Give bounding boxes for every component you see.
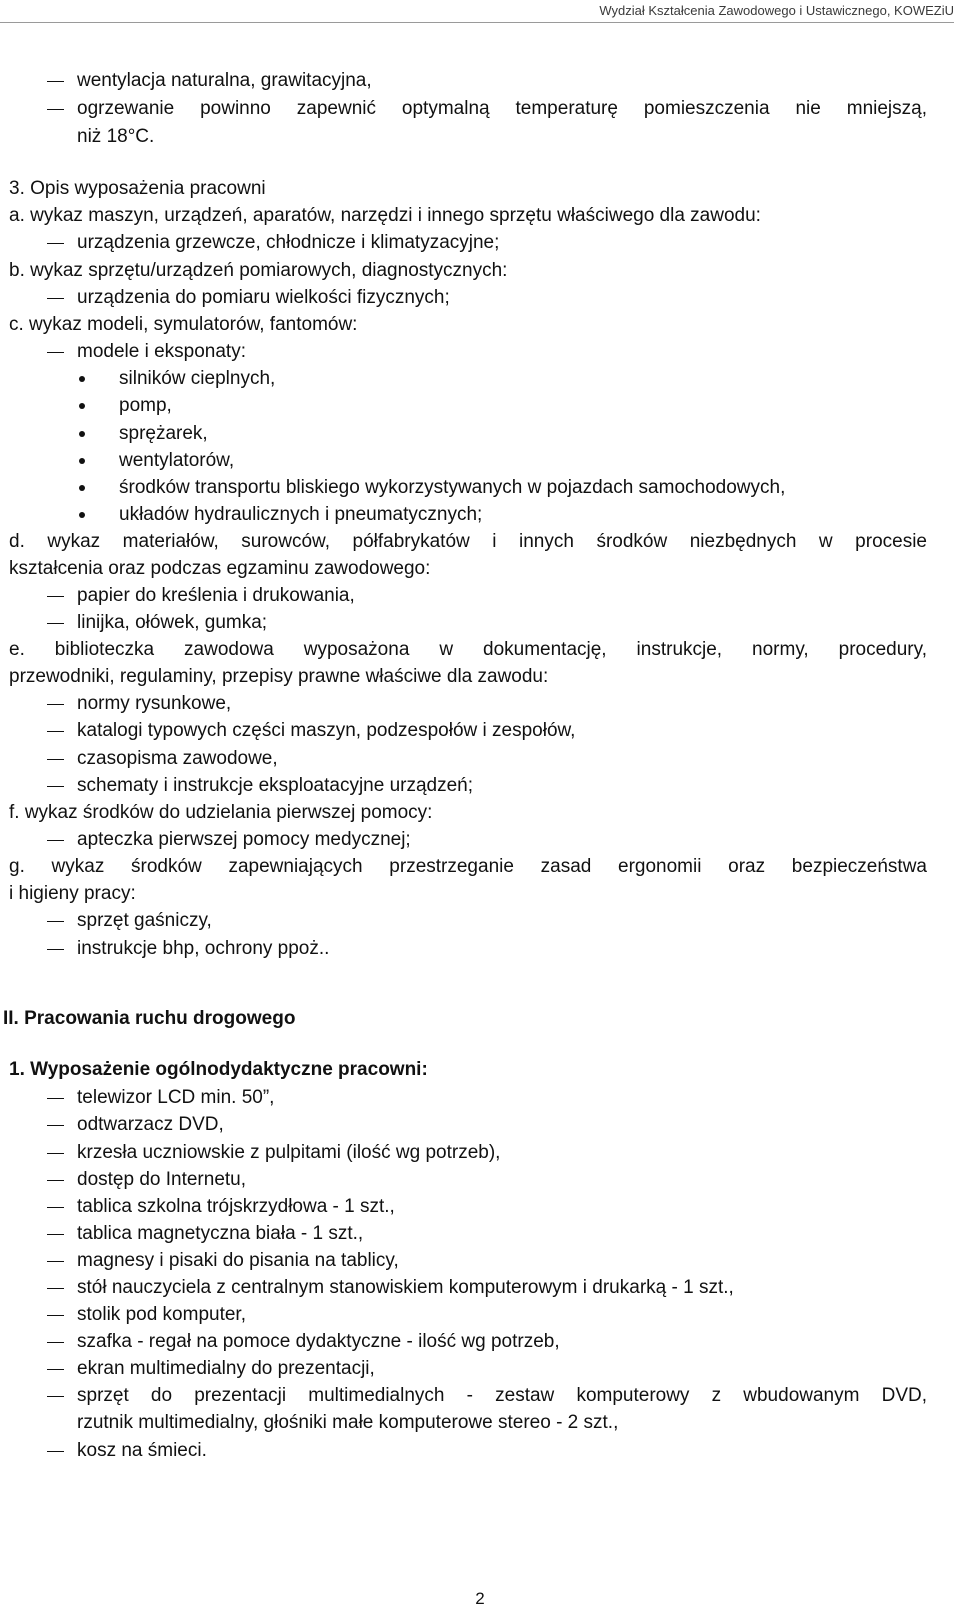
list-item: urządzenia do pomiaru wielkości fizycznych; — [77, 287, 450, 308]
dash-marker — [47, 1315, 64, 1316]
list-item: tablica szkolna trójskrzydłowa - 1 szt., — [77, 1196, 395, 1217]
subsection-e: e. biblioteczka zawodowa wyposażona w dokumentację, instrukcje, normy, procedury, — [9, 639, 927, 660]
list-item: sprzęt gaśniczy, — [77, 910, 212, 931]
subsection-g-continuation: i higieny pracy: — [9, 883, 136, 904]
dash-marker — [47, 81, 64, 82]
subsection-f: f. wykaz środków do udzielania pierwszej pomocy: — [9, 802, 433, 823]
dash-marker — [47, 623, 64, 624]
list-item: odtwarzacz DVD, — [77, 1114, 224, 1135]
dash-marker — [47, 1180, 64, 1181]
bullet-marker — [79, 485, 85, 491]
section-heading: II. Pracowania ruchu drogowego — [3, 1008, 296, 1029]
dash-marker — [47, 298, 64, 299]
bullet-item: środków transportu bliskiego wykorzystywanych w pojazdach samochodowych, — [119, 477, 786, 498]
list-item: stolik pod komputer, — [77, 1304, 246, 1325]
subsection-b: b. wykaz sprzętu/urządzeń pomiarowych, diagnostycznych: — [9, 260, 508, 281]
list-item: ekran multimedialny do prezentacji, — [77, 1358, 375, 1379]
bullet-item: wentylatorów, — [119, 450, 235, 471]
dash-marker — [47, 1207, 64, 1208]
list-item: katalogi typowych części maszyn, podzespołów i zespołów, — [77, 720, 576, 741]
bullet-marker — [79, 431, 85, 437]
list-item: szafka - regał na pomoce dydaktyczne - ilość wg potrzeb, — [77, 1331, 560, 1352]
list-item: normy rysunkowe, — [77, 693, 232, 714]
bullet-marker — [79, 458, 85, 464]
dash-marker — [47, 1342, 64, 1343]
subsection-heading: 1. Wyposażenie ogólnodydaktyczne pracowni: — [9, 1059, 428, 1080]
subsection-d: d. wykaz materiałów, surowców, półfabrykatów i innych środków niezbędnych w procesie — [9, 531, 927, 552]
dash-marker — [47, 759, 64, 760]
dash-marker — [47, 596, 64, 597]
dash-marker — [47, 243, 64, 244]
bullet-item: układów hydraulicznych i pneumatycznych; — [119, 504, 483, 525]
subsection-c: c. wykaz modeli, symulatorów, fantomów: — [9, 314, 358, 335]
list-item: dostęp do Internetu, — [77, 1169, 247, 1190]
dash-marker — [47, 921, 64, 922]
list-item: kosz na śmieci. — [77, 1440, 207, 1461]
dash-marker — [47, 1369, 64, 1370]
list-item-continuation: rzutnik multimedialny, głośniki małe komputerowe stereo - 2 szt., — [77, 1412, 619, 1433]
list-item: wentylacja naturalna, grawitacyjna, — [77, 70, 372, 91]
dash-marker — [47, 840, 64, 841]
bullet-marker — [79, 403, 85, 409]
list-item: modele i eksponaty: — [77, 341, 246, 362]
list-item: instrukcje bhp, ochrony ppoż.. — [77, 938, 330, 959]
dash-marker — [47, 1451, 64, 1452]
bullet-item: pomp, — [119, 395, 172, 416]
dash-marker — [47, 731, 64, 732]
dash-marker — [47, 1288, 64, 1289]
list-item: magnesy i pisaki do pisania na tablicy, — [77, 1250, 399, 1271]
dash-marker — [47, 1125, 64, 1126]
list-item: stół nauczyciela z centralnym stanowiskiem komputerowym i drukarką - 1 szt., — [77, 1277, 734, 1298]
list-item: papier do kreślenia i drukowania, — [77, 585, 355, 606]
list-item: czasopisma zawodowe, — [77, 748, 278, 769]
bullet-marker — [79, 512, 85, 518]
list-item: apteczka pierwszej pomocy medycznej; — [77, 829, 411, 850]
dash-marker — [47, 1396, 64, 1397]
dash-marker — [47, 949, 64, 950]
page-number: 2 — [475, 1589, 485, 1608]
dash-marker — [47, 1261, 64, 1262]
subsection-a: a. wykaz maszyn, urządzeń, aparatów, narzędzi i innego sprzętu właściwego dla zawodu: — [9, 205, 761, 226]
subsection-g: g. wykaz środków zapewniających przestrzeganie zasad ergonomii oraz bezpieczeństwa — [9, 856, 927, 877]
subsection-d-continuation: kształcenia oraz podczas egzaminu zawodowego: — [9, 558, 431, 579]
bullet-item: sprężarek, — [119, 423, 208, 444]
bullet-marker — [79, 376, 85, 382]
bullet-item: silników cieplnych, — [119, 368, 276, 389]
list-item: tablica magnetyczna biała - 1 szt., — [77, 1223, 364, 1244]
list-item: urządzenia grzewcze, chłodnicze i klimatyzacyjne; — [77, 232, 500, 253]
page-header: Wydział Kształcenia Zawodowego i Ustawicznego, KOWEZiU — [0, 0, 954, 23]
section-heading: 3. Opis wyposażenia pracowni — [9, 178, 266, 199]
subsection-e-continuation: przewodniki, regulaminy, przepisy prawne właściwe dla zawodu: — [9, 666, 549, 687]
list-item: krzesła uczniowskie z pulpitami (ilość wg potrzeb), — [77, 1142, 501, 1163]
list-item: schematy i instrukcje eksploatacyjne urządzeń; — [77, 775, 474, 796]
list-item: linijka, ołówek, gumka; — [77, 612, 268, 633]
list-item: ogrzewanie powinno zapewnić optymalną temperaturę pomieszczenia nie mniejszą, — [77, 98, 927, 119]
dash-marker — [47, 704, 64, 705]
dash-marker — [47, 352, 64, 353]
dash-marker — [47, 1234, 64, 1235]
dash-marker — [47, 1098, 64, 1099]
list-item: telewizor LCD min. 50”, — [77, 1087, 275, 1108]
list-item: sprzęt do prezentacji multimedialnych - zestaw komputerowy z wbudowanym DVD, — [77, 1385, 927, 1406]
dash-marker — [47, 786, 64, 787]
dash-marker — [47, 1153, 64, 1154]
list-item-continuation: niż 18°C. — [77, 126, 155, 147]
dash-marker — [47, 109, 64, 110]
